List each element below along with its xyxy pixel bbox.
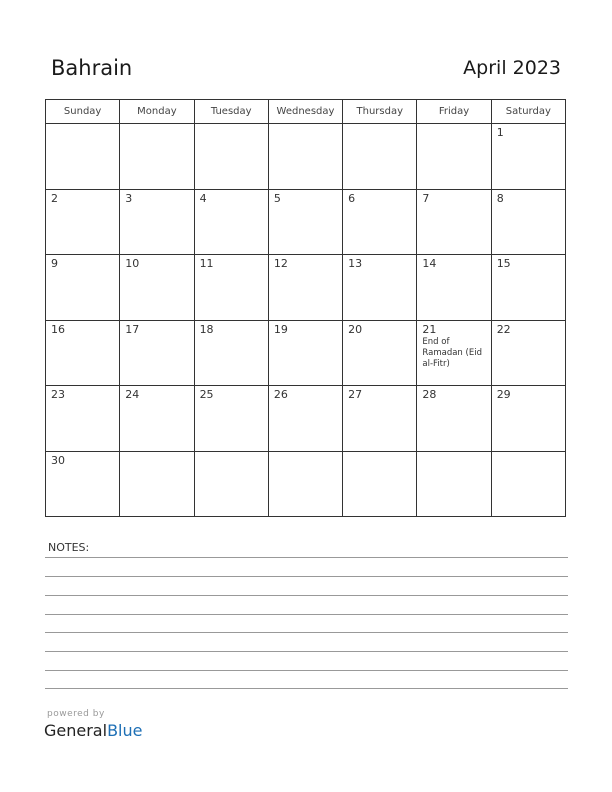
day-number: 4 (199, 191, 207, 205)
day-number (269, 124, 342, 126)
weekday-thursday: Thursday (343, 100, 417, 124)
notes-line (45, 688, 568, 689)
day-cell (417, 386, 491, 452)
day-number: 12 (273, 257, 288, 270)
day-number (417, 452, 490, 454)
notes-line (45, 557, 568, 558)
day-cell (491, 255, 565, 321)
day-cell (46, 189, 120, 255)
day-number (195, 452, 268, 454)
day-cell (268, 386, 342, 452)
day-number: 18 (199, 322, 214, 336)
notes-line (45, 670, 568, 671)
week-row (46, 386, 566, 452)
day-cell (417, 189, 491, 255)
day-number: 27 (348, 388, 363, 401)
day-number (343, 452, 416, 454)
day-cell (417, 124, 491, 190)
day-cell (46, 124, 120, 190)
day-cell (194, 320, 268, 386)
day-number: 20 (348, 322, 363, 336)
day-cell (343, 320, 417, 386)
day-cell (120, 386, 194, 452)
day-cell (46, 451, 120, 517)
brand-blue: Blue (107, 721, 143, 740)
day-cell (120, 320, 194, 386)
day-number (120, 124, 193, 126)
day-number (195, 124, 268, 126)
day-cell (194, 124, 268, 190)
day-cell (194, 255, 268, 321)
month-year-title: April 2023 (463, 57, 561, 79)
day-cell (343, 124, 417, 190)
day-cell (417, 320, 491, 386)
week-row (46, 255, 566, 321)
day-cell (268, 255, 342, 321)
brand-general: General (44, 721, 108, 740)
day-number: 10 (125, 257, 140, 270)
day-cell (120, 255, 194, 321)
generalblue-logo (44, 721, 142, 740)
day-number: 29 (496, 388, 511, 401)
weekday-wednesday: Wednesday (268, 100, 342, 124)
weekday-header-row (46, 100, 566, 124)
day-cell (120, 124, 194, 190)
day-number: 5 (273, 191, 281, 205)
day-number (417, 124, 490, 126)
day-number: 6 (348, 191, 356, 205)
day-cell (268, 189, 342, 255)
day-number: 16 (51, 322, 65, 336)
day-number: 2 (51, 191, 58, 205)
weekday-sunday: Sunday (46, 100, 120, 124)
day-number (120, 452, 193, 454)
day-cell (120, 451, 194, 517)
day-number: 9 (51, 257, 58, 270)
day-number: 7 (422, 191, 430, 205)
calendar-grid (45, 99, 566, 517)
day-number: 23 (51, 388, 65, 401)
day-number: 15 (496, 257, 511, 270)
day-cell (194, 386, 268, 452)
day-number: 24 (125, 388, 140, 401)
notes-line (45, 632, 568, 633)
day-number: 28 (422, 388, 437, 401)
day-cell (343, 255, 417, 321)
weekday-monday: Monday (120, 100, 194, 124)
powered-by-text: powered by (47, 709, 105, 719)
day-cell (491, 320, 565, 386)
day-cell (491, 451, 565, 517)
day-cell (194, 189, 268, 255)
day-cell (120, 189, 194, 255)
day-number: 14 (422, 257, 437, 270)
day-cell (194, 451, 268, 517)
weekday-tuesday: Tuesday (194, 100, 268, 124)
day-number (46, 124, 119, 126)
day-cell (268, 320, 342, 386)
day-number: 13 (348, 257, 363, 270)
day-cell (417, 255, 491, 321)
day-number: 1 (496, 126, 504, 139)
holiday-label: End of Ramadan (Eid al-Fitr) (422, 336, 482, 369)
week-row (46, 320, 566, 386)
weekday-saturday: Saturday (491, 100, 565, 124)
week-row (46, 189, 566, 255)
day-cell (46, 386, 120, 452)
notes-label: NOTES: (48, 541, 90, 554)
day-cell (268, 451, 342, 517)
day-cell (491, 189, 565, 255)
week-row (46, 451, 566, 517)
day-number: 21 (422, 322, 437, 336)
day-number: 11 (199, 257, 214, 270)
day-cell (46, 255, 120, 321)
day-cell (343, 189, 417, 255)
day-cell (343, 386, 417, 452)
notes-line (45, 576, 568, 577)
day-cell (343, 451, 417, 517)
day-cell (417, 451, 491, 517)
country-title: Bahrain (51, 56, 133, 80)
day-number (269, 452, 342, 454)
day-number: 3 (125, 191, 133, 205)
day-number: 22 (496, 322, 511, 336)
day-number: 26 (273, 388, 288, 401)
notes-line (45, 595, 568, 596)
day-cell (46, 320, 120, 386)
day-number: 8 (496, 191, 504, 205)
notes-line (45, 614, 568, 615)
day-cell (491, 124, 565, 190)
notes-line (45, 651, 568, 652)
day-number: 19 (273, 322, 288, 336)
day-number (492, 452, 565, 454)
day-number (343, 124, 416, 126)
week-row (46, 124, 566, 190)
weekday-friday: Friday (417, 100, 491, 124)
day-number: 17 (125, 322, 140, 336)
day-cell (268, 124, 342, 190)
day-cell (491, 386, 565, 452)
day-number: 25 (199, 388, 214, 401)
day-number: 30 (51, 453, 65, 467)
